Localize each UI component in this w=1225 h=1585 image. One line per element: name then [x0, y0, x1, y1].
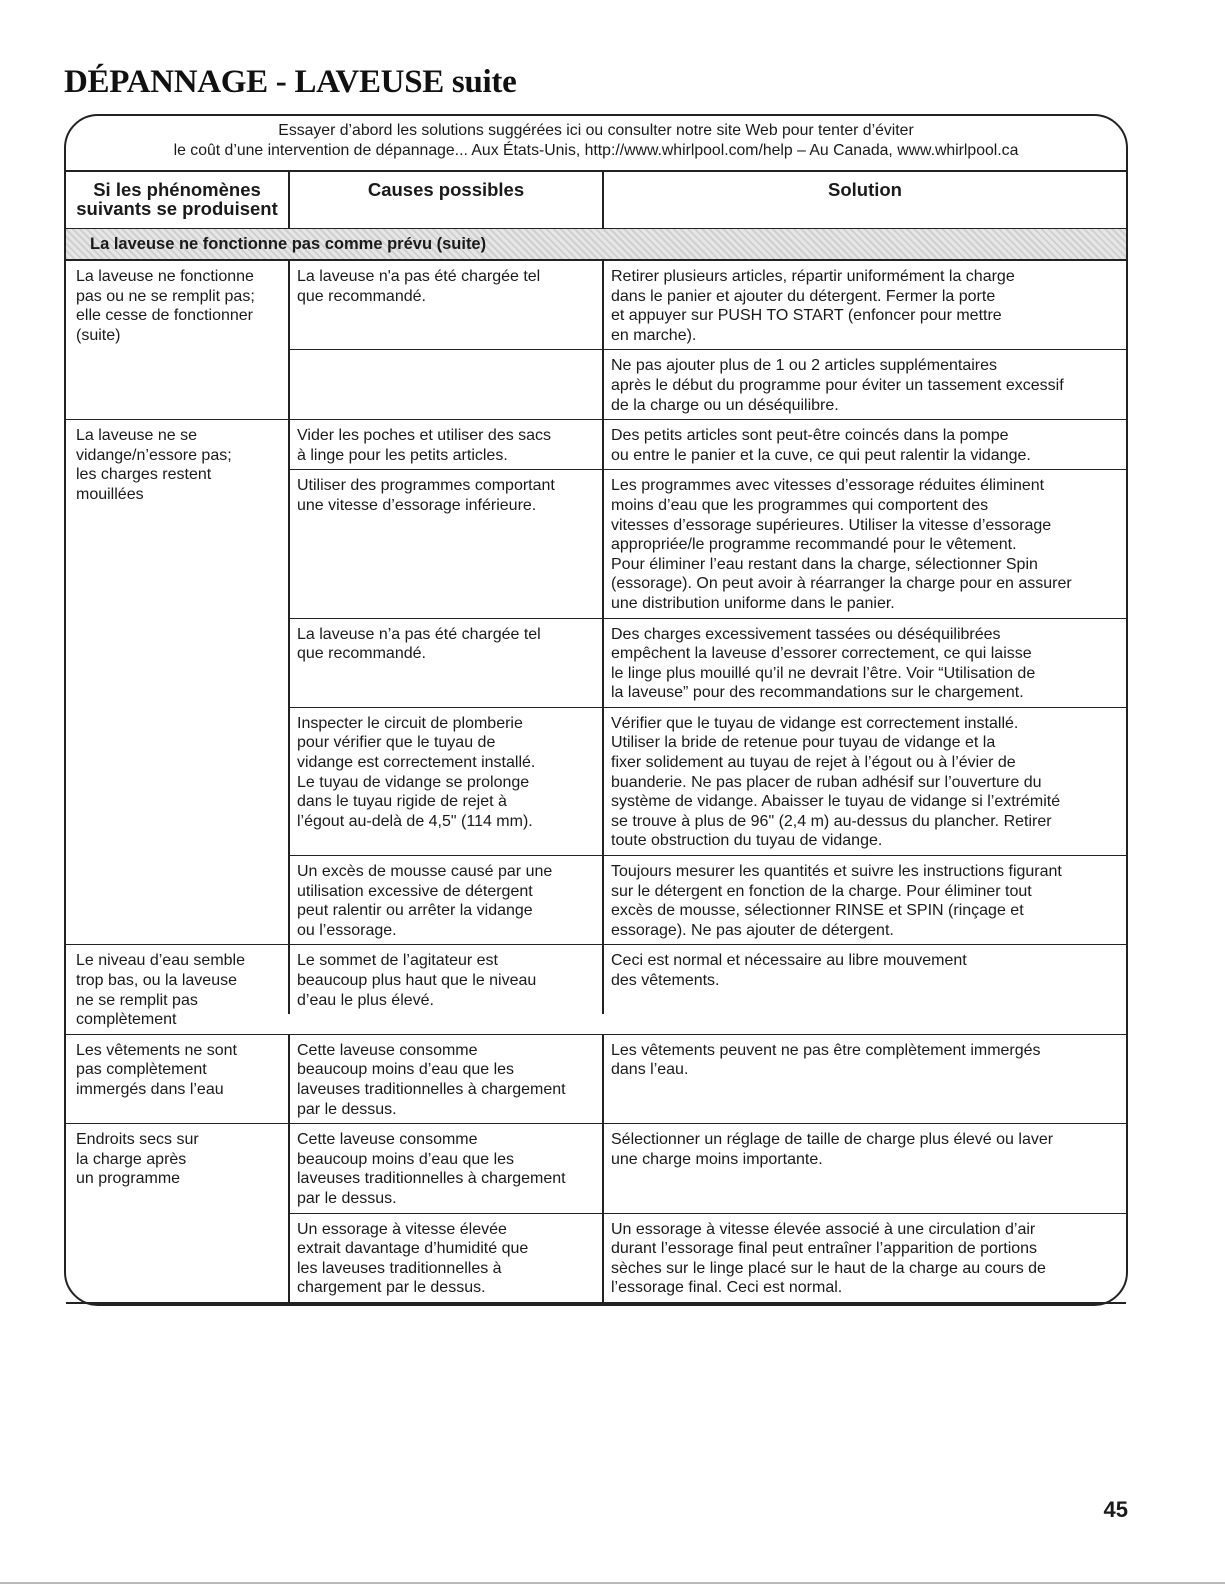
cause-solution-list	[288, 1035, 1126, 1123]
cause-solution-row	[288, 856, 1126, 944]
cause-solution-row	[288, 619, 1126, 708]
section-heading: La laveuse ne fonctionne pas comme prévu (suite)	[66, 229, 1126, 261]
cause-cell: Un essorage à vitesse élevée extrait davantage d’humidité que les laveuses traditionnelles à chargement par le dessus.	[288, 1214, 602, 1302]
symptom-cell: La laveuse ne fonctionne pas ou ne se remplit pas; elle cesse de fonctionner (suite)	[76, 268, 255, 344]
cause-solution-row	[288, 1214, 1126, 1302]
bottom-divider	[0, 1582, 1225, 1584]
symptom-cell: Les vêtements ne sont pas complètement immergés dans l’eau	[76, 1041, 237, 1098]
intro-text: Essayer d’abord les solutions suggérées ici ou consulter notre site Web pour tenter d’éviter le coût d’une intervention de dépannage... Aux États-Unis, http://www.whirlpool.com/help – Au Canada, www.whirlpool.ca	[173, 122, 1019, 159]
symptom-cell: Le niveau d’eau semble trop bas, ou la laveuse ne se remplit pas complètement	[76, 952, 246, 1029]
table-row-group	[66, 945, 1126, 1034]
symptom-cell: La laveuse ne se vidange/n’essore pas; les charges restent mouillées	[76, 427, 232, 503]
cause-solution-row	[288, 420, 1126, 470]
cause-cell: Un excès de mousse causé par une utilisation excessive de détergent peut ralentir ou arrêter la vidange ou l’essorage.	[288, 856, 602, 944]
cause-solution-row	[288, 945, 1126, 1014]
solution-cell: Les programmes avec vitesses d’essorage réduites éliminent moins d’eau que les programmes qui comportent des vitesses d’essorage supérieures. Utiliser la vitesse d’essorage appropriée/le programme recommandé pour le vêtement. Pour éliminer l’eau restant dans la charge, sélectionner Spin (essorage). On peut avoir à réarranger la charge pour en assurer une distribution uniforme dans le panier.	[602, 470, 1126, 617]
cause-cell: La laveuse n’a pas été chargée tel que recommandé.	[288, 619, 602, 707]
table-row-group	[66, 420, 1126, 945]
solution-cell: Toujours mesurer les quantités et suivre les instructions figurant sur le détergent en fonction de la charge. Pour éliminer tout excès de mousse, sélectionner RINSE et SPIN (rinçage et essorage). Ne pas ajouter de détergent.	[602, 856, 1126, 944]
cause-solution-row	[288, 1124, 1126, 1213]
cause-solution-row	[288, 470, 1126, 618]
cause-cell: Cette laveuse consomme beaucoup moins d’eau que les laveuses traditionnelles à chargement par le dessus.	[288, 1124, 602, 1212]
solution-cell: Vérifier que le tuyau de vidange est correctement installé. Utiliser la bride de retenue pour tuyau de vidange et la fixer solidement au tuyau de rejet à l’égout ou à l’évier de buanderie. Ne pas placer de ruban adhésif sur l’ouverture du système de vidange. Abaisser le tuyau de vidange si l’extrémité se trouve à plus de 96" (2,4 m) au-dessus du plancher. Retirer toute obstruction du tuyau de vidange.	[602, 708, 1126, 855]
cause-solution-list	[288, 1124, 1126, 1302]
cause-cell: Inspecter le circuit de plomberie pour vérifier que le tuyau de vidange est correctement installé. Le tuyau de vidange se prolonge dans le tuyau rigide de rejet à l’égout au-delà de 4,5" (114 mm).	[288, 708, 602, 855]
solution-cell: Les vêtements peuvent ne pas être complètement immergés dans l’eau.	[602, 1035, 1126, 1123]
header-solution: Solution	[602, 172, 1126, 228]
cause-solution-row	[288, 350, 1126, 419]
cause-cell: Le sommet de l’agitateur est beaucoup plus haut que le niveau d’eau le plus élevé.	[288, 945, 602, 1014]
cause-cell: Vider les poches et utiliser des sacs à linge pour les petits articles.	[288, 420, 602, 469]
cause-solution-list	[288, 420, 1126, 944]
solution-cell: Ne pas ajouter plus de 1 ou 2 articles supplémentaires après le début du programme pour éviter un tassement excessif de la charge ou un déséquilibre.	[602, 350, 1126, 419]
table-row-group	[66, 261, 1126, 420]
page-title: DÉPANNAGE - LAVEUSE suite	[64, 64, 517, 100]
cause-cell	[288, 350, 602, 419]
solution-cell: Des charges excessivement tassées ou déséquilibrées empêchent la laveuse d’essorer correctement, ce qui laisse le linge plus mouillé qu’il ne devrait l’être. Voir “Utilisation de la laveuse” pour des recommandations sur le chargement.	[602, 619, 1126, 707]
troubleshooting-table	[66, 170, 1126, 1304]
header-symptom: Si les phénomènes suivants se produisent	[76, 179, 278, 219]
solution-cell: Retirer plusieurs articles, répartir uniformément la charge dans le panier et ajouter du détergent. Fermer la porte et appuyer sur PUSH TO START (enfoncer pour mettre en marche).	[602, 261, 1126, 349]
table-row-group	[66, 1124, 1126, 1302]
solution-cell: Sélectionner un réglage de taille de charge plus élevé ou laver une charge moins importante.	[602, 1124, 1126, 1212]
header-cause: Causes possibles	[288, 172, 602, 228]
table-row-group	[66, 1035, 1126, 1124]
solution-cell: Ceci est normal et nécessaire au libre mouvement des vêtements.	[602, 945, 1126, 1014]
solution-cell: Des petits articles sont peut-être coincés dans la pompe ou entre le panier et la cuve, ce qui peut ralentir la vidange.	[602, 420, 1126, 469]
cause-cell: La laveuse n'a pas été chargée tel que recommandé.	[288, 261, 602, 349]
cause-solution-list	[288, 945, 1126, 1033]
page-number: 45	[1103, 1497, 1128, 1522]
table-header-row	[66, 172, 1126, 229]
cause-solution-row	[288, 261, 1126, 350]
solution-cell: Un essorage à vitesse élevée associé à une circulation d’air durant l’essorage final peut entraîner l’apparition de portions sèches sur le linge placé sur le haut de la charge au cours de l’essorage final. Ceci est normal.	[602, 1214, 1126, 1302]
symptom-cell: Endroits secs sur la charge après un programme	[76, 1131, 199, 1188]
cause-solution-row	[288, 1035, 1126, 1123]
cause-cell: Utiliser des programmes comportant une vitesse d’essorage inférieure.	[288, 470, 602, 617]
cause-solution-list	[288, 261, 1126, 419]
cause-solution-row	[288, 708, 1126, 856]
cause-cell: Cette laveuse consomme beaucoup moins d’eau que les laveuses traditionnelles à chargement par le dessus.	[288, 1035, 602, 1123]
